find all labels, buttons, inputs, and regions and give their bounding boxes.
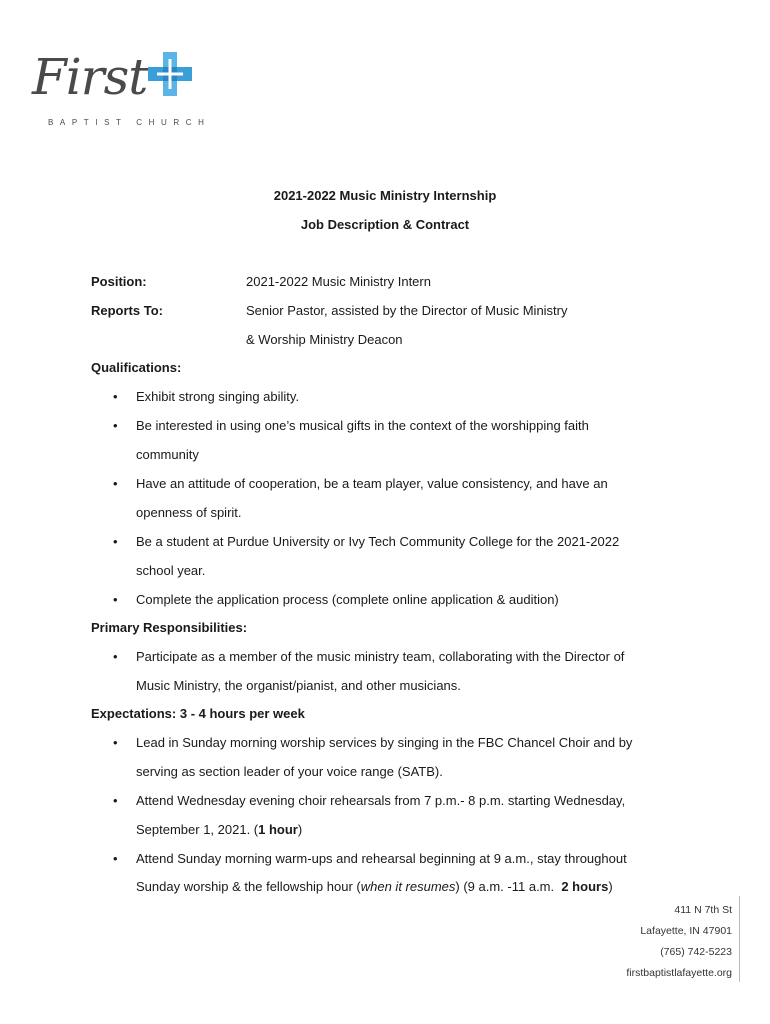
bullet-icon: •	[113, 649, 118, 664]
footer-divider	[739, 896, 740, 982]
text-run: )	[297, 822, 303, 837]
primary-responsibilities-heading: Primary Responsibilities:	[91, 620, 248, 635]
list-item: Be interested in using one’s musical gifts in the context of the worshipping faith	[136, 418, 589, 433]
list-item-continuation: school year.	[136, 563, 206, 578]
bullet-icon: •	[113, 534, 118, 549]
list-item-continuation	[136, 822, 302, 837]
qualifications-heading: Qualifications:	[91, 360, 182, 375]
list-item-continuation: Music Ministry, the organist/pianist, and other musicians.	[136, 678, 461, 693]
bullet-icon: •	[113, 851, 118, 866]
text-run: )	[608, 879, 613, 894]
bullet-icon: •	[113, 735, 118, 750]
bullet-icon: •	[113, 389, 118, 404]
list-item: Attend Sunday morning warm-ups and rehearsal beginning at 9 a.m., stay throughout	[136, 851, 627, 866]
expectations-heading: Expectations: 3 - 4 hours per week	[91, 706, 305, 721]
document-subtitle: Job Description & Contract	[300, 217, 470, 232]
list-item-continuation: serving as section leader of your voice range (SATB).	[136, 764, 443, 779]
church-address	[612, 900, 732, 984]
bullet-icon: •	[113, 418, 118, 433]
position-value: 2021-2022 Music Ministry Intern	[246, 274, 431, 289]
address-city: Lafayette, IN 47901	[640, 925, 732, 937]
bullet-icon: •	[113, 476, 118, 491]
address-website: firstbaptistlafayette.org	[626, 967, 732, 979]
bold-duration: 1 hour	[258, 822, 298, 837]
list-item-continuation: openness of spirit.	[136, 505, 242, 520]
text-run: September 1, 2021. (	[136, 822, 259, 837]
list-item: Exhibit strong singing ability.	[136, 389, 300, 404]
church-logo	[30, 48, 211, 133]
text-run: Sunday worship & the fellowship hour (	[136, 879, 361, 894]
document-title: 2021-2022 Music Ministry Internship	[273, 188, 497, 203]
list-item-continuation	[136, 879, 613, 894]
address-street: 411 N 7th St	[674, 904, 732, 916]
list-item: Attend Wednesday evening choir rehearsals from 7 p.m.- 8 p.m. starting Wednesday,	[136, 793, 626, 808]
cross-icon	[148, 52, 192, 96]
list-item: Be a student at Purdue University or Ivy Tech Community College for the 2021-2022	[136, 534, 620, 549]
list-item-continuation: community	[136, 447, 199, 462]
bullet-icon: •	[113, 793, 118, 808]
list-item: Complete the application process (complete online application & audition)	[136, 592, 559, 607]
logo-subtitle: BAPTIST CHURCH	[48, 118, 211, 127]
list-item: Have an attitude of cooperation, be a team player, value consistency, and have an	[136, 476, 608, 491]
reports-to-value-line2: & Worship Ministry Deacon	[246, 332, 403, 347]
position-label: Position:	[91, 274, 147, 289]
reports-to-value-line1: Senior Pastor, assisted by the Director of Music Ministry	[246, 303, 568, 318]
list-item: Lead in Sunday morning worship services by singing in the FBC Chancel Choir and by	[136, 735, 633, 750]
bullet-icon: •	[113, 592, 118, 607]
address-phone: (765) 742-5223	[660, 946, 732, 958]
italic-note: when it resumes	[360, 879, 456, 894]
reports-to-label: Reports To:	[91, 303, 163, 318]
list-item: Participate as a member of the music ministry team, collaborating with the Director of	[136, 649, 625, 664]
text-run: ) (9 a.m. -11 a.m.	[455, 879, 562, 894]
bold-duration: 2 hours	[561, 879, 609, 894]
logo-wordmark: First	[32, 48, 148, 106]
